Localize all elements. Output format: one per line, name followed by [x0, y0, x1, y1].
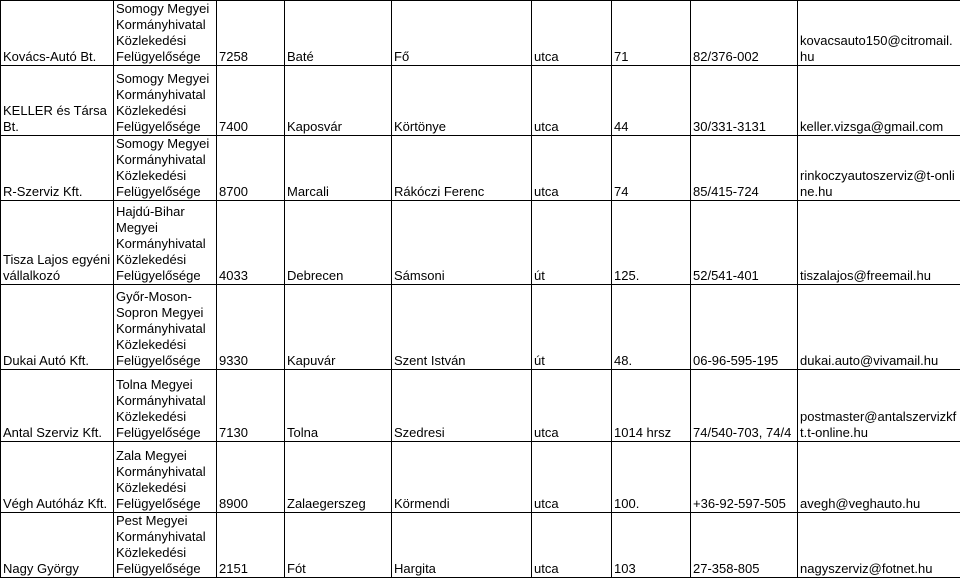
city-cell: Fót: [285, 513, 392, 578]
phone-cell: 74/540-703, 74/4: [691, 370, 798, 442]
house-number-cell: 44: [612, 66, 691, 136]
company-cell: Végh Autóház Kft.: [1, 442, 114, 513]
street-cell: Körtönye: [392, 66, 532, 136]
zip-cell: 4033: [217, 201, 285, 285]
zip-cell: 2151: [217, 513, 285, 578]
city-cell: Marcali: [285, 136, 392, 201]
street-type-cell: út: [532, 285, 612, 370]
street-type-cell: utca: [532, 442, 612, 513]
street-type-cell: utca: [532, 1, 612, 66]
street-type-cell: utca: [532, 513, 612, 578]
email-cell: avegh@veghauto.hu: [798, 442, 960, 513]
street-cell: Rákóczi Ferenc: [392, 136, 532, 201]
authority-cell: Hajdú-Bihar Megyei Kormányhivatal Közlekedési Felügyelősége: [114, 201, 217, 285]
email-cell: tiszalajos@freemail.hu: [798, 201, 960, 285]
street-type-cell: utca: [532, 370, 612, 442]
phone-cell: 82/376-002: [691, 1, 798, 66]
zip-cell: 9330: [217, 285, 285, 370]
company-cell: KELLER és Társa Bt.: [1, 66, 114, 136]
email-cell: nagyszerviz@fotnet.hu: [798, 513, 960, 578]
street-cell: Fő: [392, 1, 532, 66]
zip-cell: 7258: [217, 1, 285, 66]
street-cell: Hargita: [392, 513, 532, 578]
zip-cell: 8900: [217, 442, 285, 513]
phone-cell: +36-92-597-505: [691, 442, 798, 513]
table-row: [1, 285, 960, 370]
house-number-cell: 74: [612, 136, 691, 201]
street-cell: Szedresi: [392, 370, 532, 442]
city-cell: Baté: [285, 1, 392, 66]
authority-cell: Tolna Megyei Kormányhivatal Közlekedési Felügyelősége: [114, 370, 217, 442]
company-cell: Kovács-Autó Bt.: [1, 1, 114, 66]
city-cell: Kapuvár: [285, 285, 392, 370]
email-cell: rinkoczyautoszerviz@t-online.hu: [798, 136, 960, 201]
house-number-cell: 100.: [612, 442, 691, 513]
house-number-cell: 103: [612, 513, 691, 578]
company-cell: R-Szerviz Kft.: [1, 136, 114, 201]
zip-cell: 8700: [217, 136, 285, 201]
table-row: [1, 1, 960, 66]
city-cell: Kaposvár: [285, 66, 392, 136]
phone-cell: 30/331-3131: [691, 66, 798, 136]
company-cell: Tisza Lajos egyéni vállalkozó: [1, 201, 114, 285]
authority-cell: Zala Megyei Kormányhivatal Közlekedési Felügyelősége: [114, 442, 217, 513]
email-cell: postmaster@antalszervizkft.t-online.hu: [798, 370, 960, 442]
table-row: [1, 370, 960, 442]
company-cell: Nagy György: [1, 513, 114, 578]
authority-cell: Győr-Moson-Sopron Megyei Kormányhivatal Közlekedési Felügyelősége: [114, 285, 217, 370]
phone-cell: 85/415-724: [691, 136, 798, 201]
table-row: [1, 513, 960, 578]
email-cell: dukai.auto@vivamail.hu: [798, 285, 960, 370]
city-cell: Debrecen: [285, 201, 392, 285]
street-cell: Szent István: [392, 285, 532, 370]
email-cell: kovacsauto150@citromail.hu: [798, 1, 960, 66]
city-cell: Zalaegerszeg: [285, 442, 392, 513]
company-cell: Antal Szerviz Kft.: [1, 370, 114, 442]
authority-cell: Pest Megyei Kormányhivatal Közlekedési Felügyelősége: [114, 513, 217, 578]
phone-cell: 52/541-401: [691, 201, 798, 285]
zip-cell: 7400: [217, 66, 285, 136]
street-type-cell: utca: [532, 66, 612, 136]
street-cell: Sámsoni: [392, 201, 532, 285]
table-row: [1, 66, 960, 136]
city-cell: Tolna: [285, 370, 392, 442]
phone-cell: 27-358-805: [691, 513, 798, 578]
table-row: [1, 201, 960, 285]
street-type-cell: utca: [532, 136, 612, 201]
authority-cell: Somogy Megyei Kormányhivatal Közlekedési Felügyelősége: [114, 66, 217, 136]
street-cell: Körmendi: [392, 442, 532, 513]
zip-cell: 7130: [217, 370, 285, 442]
table-row: [1, 442, 960, 513]
table-row: [1, 136, 960, 201]
house-number-cell: 71: [612, 1, 691, 66]
authority-cell: Somogy Megyei Kormányhivatal Közlekedési Felügyelősége: [114, 136, 217, 201]
phone-cell: 06-96-595-195: [691, 285, 798, 370]
house-number-cell: 125.: [612, 201, 691, 285]
email-cell: keller.vizsga@gmail.com: [798, 66, 960, 136]
street-type-cell: út: [532, 201, 612, 285]
company-cell: Dukai Autó Kft.: [1, 285, 114, 370]
house-number-cell: 48.: [612, 285, 691, 370]
authority-cell: Somogy Megyei Kormányhivatal Közlekedési Felügyelősége: [114, 1, 217, 66]
house-number-cell: 1014 hrsz: [612, 370, 691, 442]
